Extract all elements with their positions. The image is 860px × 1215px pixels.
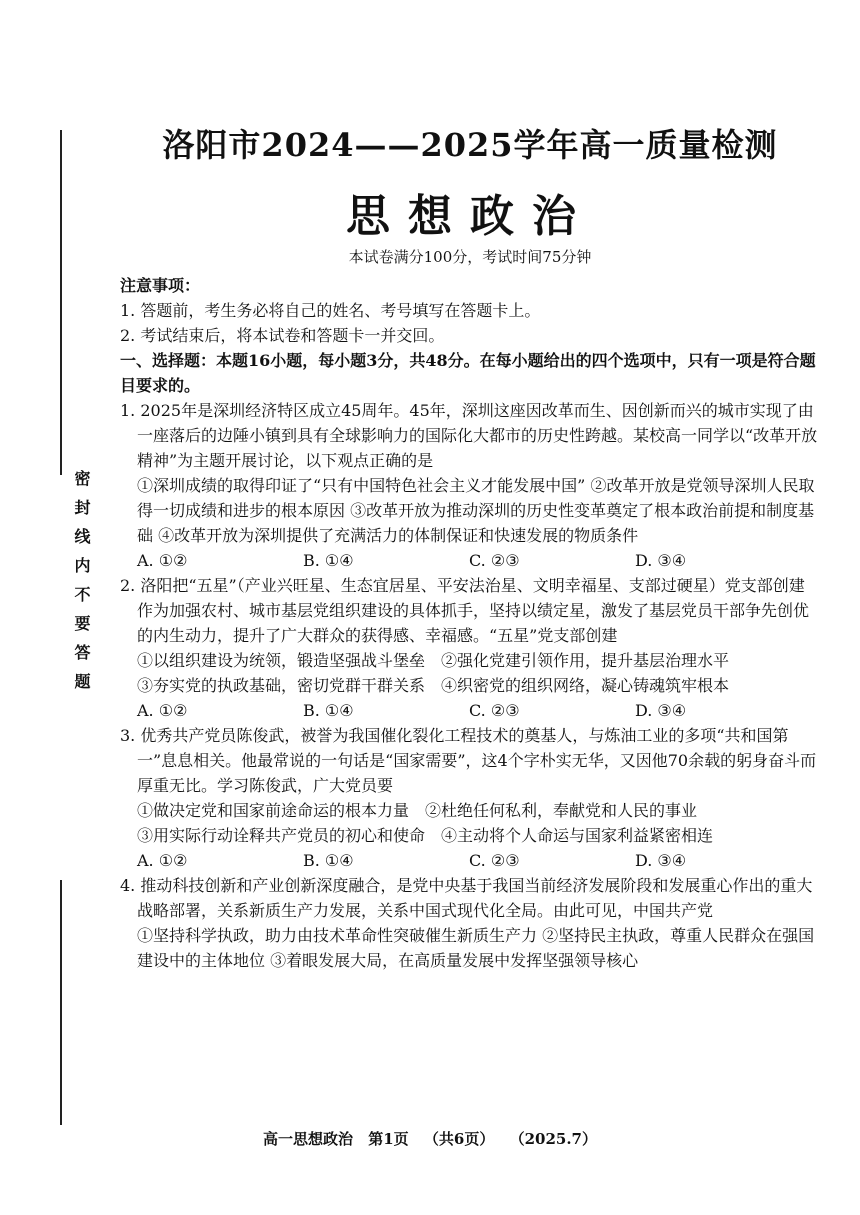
option-a: A. ①② — [137, 551, 188, 570]
question-statements: ①深圳成绩的取得印证了“只有中国特色社会主义才能发展中国” ②改革开放是党领导深圳人民取得一切成绩和进步的根本原因 ③改革开放为推动深圳的历史性变革奠定了根本政治前提和制度基础 ④改革开放为深圳提供了充满活力的体制保证和快速发展的物质条件 — [137, 476, 815, 545]
question-1 — [120, 398, 820, 573]
statement-line: ①以组织建设为统领，锻造坚强战斗堡垒 ②强化党建引领作用，提升基层治理水平 — [137, 651, 730, 670]
option-d: D. ③④ — [635, 701, 687, 720]
answer-options — [120, 548, 820, 573]
question-3 — [120, 723, 820, 873]
question-stem: 3. 优秀共产党员陈俊武，被誉为我国催化裂化工程技术的奠基人，与炼油工业的多项“共和国第一”息息相关。他最常说的一句话是“国家需要”，这4个字朴实无华，又因他70余载的躬身奋斗而厚重无比。学习陈俊武，广大党员要 — [120, 726, 817, 795]
option-d: D. ③④ — [635, 851, 687, 870]
exam-content — [120, 273, 820, 973]
seal-warning-text: 密封线内不要答题 — [72, 470, 91, 702]
notes-heading: 注意事项： — [120, 276, 201, 295]
statement-line: ③用实际行动诠释共产党员的初心和使命 ④主动将个人命运与国家利益紧密相连 — [137, 826, 714, 845]
question-2 — [120, 573, 820, 723]
question-statements: ①坚持科学执政，助力由技术革命性突破催生新质生产力 ②坚持民主执政，尊重人民群众在强国建设中的主体地位 ③着眼发展大局，在高质量发展中发挥坚强领导核心 — [137, 926, 815, 970]
option-a: A. ①② — [137, 701, 188, 720]
option-c: C. ②③ — [469, 851, 520, 870]
option-d: D. ③④ — [635, 551, 687, 570]
subject-title: 思想政治 — [346, 191, 594, 242]
question-stem: 2. 洛阳把“五星”（产业兴旺星、生态宜居星、平安法治星、文明幸福星、支部过硬星）党支部创建作为加强农村、城市基层党组织建设的具体抓手，坚持以绩定星，激发了基层党员干部争先创优的内生动力，提升了广大群众的获得感、幸福感。“五星”党支部创建 — [120, 576, 810, 645]
option-b: B. ①④ — [303, 701, 354, 720]
exam-info: 本试卷满分100分，考试时间75分钟 — [348, 248, 592, 266]
question-stem: 4. 推动科技创新和产业创新深度融合，是党中央基于我国当前经济发展阶段和发展重心作出的重大战略部署，关系新质生产力发展，关系中国式现代化全局。由此可见，中国共产党 — [120, 876, 813, 920]
page-footer — [0, 1128, 860, 1149]
binding-line-bottom — [60, 880, 62, 1125]
option-b: B. ①④ — [303, 551, 354, 570]
statement-line: ①做决定党和国家前途命运的根本力量 ②杜绝任何私利，奉献党和人民的事业 — [137, 801, 698, 820]
answer-options — [120, 698, 820, 723]
option-c: C. ②③ — [469, 701, 520, 720]
footer-page: 第1页 — [368, 1130, 409, 1148]
footer-course: 高一思想政治 — [262, 1130, 353, 1148]
question-stem: 1. 2025年是深圳经济特区成立45周年。45年，深圳这座因改革而生、因创新而兴的城市实现了由一座落后的边陲小镇到具有全球影响力的国际化大都市的历史性跨越。某校高一同学以“改革开放精神”为主题开展讨论，以下观点正确的是 — [120, 401, 818, 470]
footer-total: （共6页） — [423, 1130, 495, 1148]
question-4 — [120, 873, 820, 973]
option-c: C. ②③ — [469, 551, 520, 570]
binding-line-top — [60, 130, 62, 475]
answer-options — [120, 848, 820, 873]
option-b: B. ①④ — [303, 851, 354, 870]
footer-date: （2025.7） — [509, 1130, 597, 1148]
statement-line: ③夯实党的执政基础，密切党群干群关系 ④织密党的组织网络，凝心铸魂筑牢根本 — [137, 676, 730, 695]
note-item: 2. 考试结束后，将本试卷和答题卡一并交回。 — [120, 326, 445, 345]
note-item: 1. 答题前，考生务必将自己的姓名、考号填写在答题卡上。 — [120, 301, 541, 320]
section-title: 一、选择题：本题16小题，每小题3分，共48分。在每小题给出的四个选项中，只有一项是符合题目要求的。 — [120, 351, 816, 395]
exam-title: 洛阳市2024——2025学年高一质量检测 — [162, 126, 778, 164]
option-a: A. ①② — [137, 851, 188, 870]
